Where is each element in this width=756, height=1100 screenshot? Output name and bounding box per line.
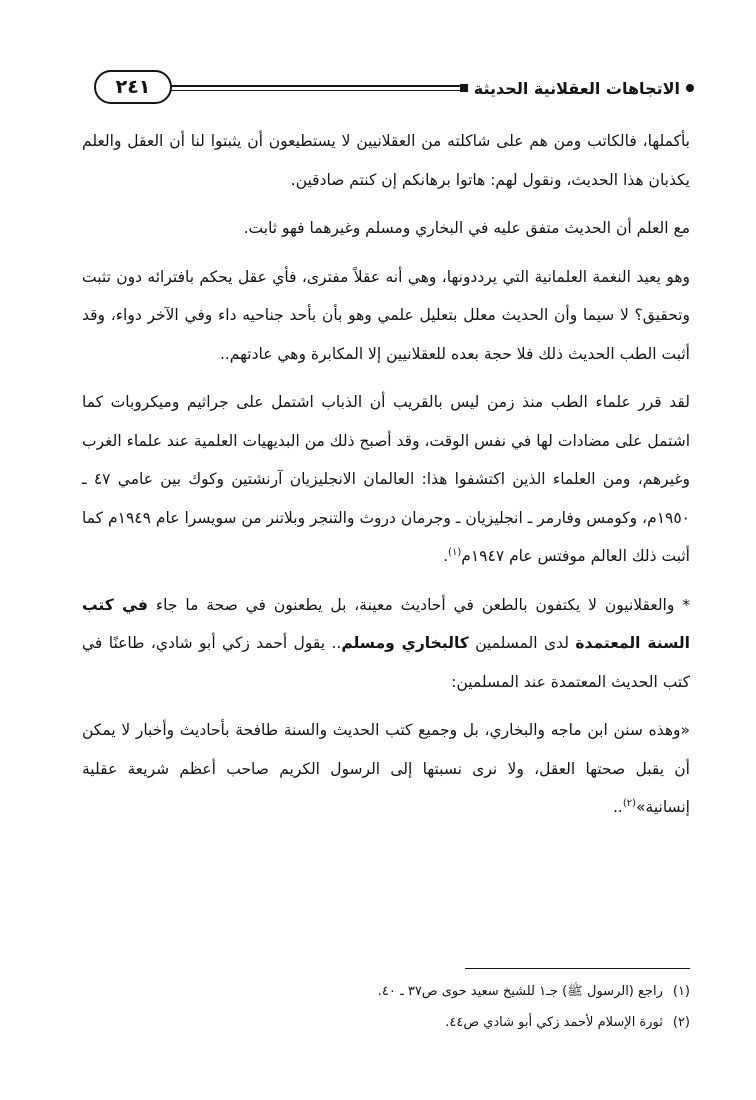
- paragraph-end: ..: [612, 798, 623, 816]
- emphasis-text: في كتب السنة المعتمدة: [82, 595, 690, 652]
- paragraph: [82, 383, 690, 576]
- running-header: [98, 70, 694, 106]
- paragraph: مع العلم أن الحديث متفق عليه في البخاري ومسلم وغيرهما فهو ثابت.: [243, 219, 690, 237]
- quote-text: «وهذه سنن ابن ماجه والبخاري، بل وجميع كتب الحديث والسنة طافحة بأحاديث وأخبار لا يمكن أن يقبل صحتها العقل، ولا نرى نسبتها إلى الرسول الكريم صاحب أعظم شريعة عقلية إنسانية»: [82, 721, 690, 816]
- paragraph: بأكملها، فالكاتب ومن هم على شاكلته من العقلانيين لا يستطيعون أن يثبتوا لنا أن العقل والعلم يكذبان هذا الحديث، ونقول لهم: هاتوا برهانكم إن كنتم صادقين.: [82, 132, 690, 189]
- page-number: ٢٤١: [94, 70, 172, 104]
- footnote-ref[interactable]: (١): [448, 546, 462, 558]
- footnote-text: ثورة الإسلام لأحمد زكي أبو شادي ص٤٤.: [445, 1015, 663, 1030]
- emphasis-text: كالبخاري ومسلم: [341, 634, 469, 652]
- footnote-text: راجع (الرسول ﷺ) جـ١ للشيخ سعيد حوى ص٣٧ ـ ٤٠.: [377, 984, 663, 999]
- paragraph: وهو يعيد النغمة العلمانية التي يرددونها، وهي أنه عقلاً مفترى، فأي عقل يحكم بافترائه دون تثبت وتحقيق؟ لا سيما وأن الحديث معلل بتعليل علمي وهو بأن بأحد جناحيه داء وفي الآخر دواء، وقد أثبت الطب الحديث ذلك فلا حجة بعده للعقلانيين إلا المكابرة وهي عادتهم..: [82, 267, 690, 363]
- paragraph-text: * والعقلانيون لا يكتفون بالطعن في أحاديث معينة، بل يطعنون في صحة ما جاء: [147, 595, 690, 614]
- footnote-item: [82, 976, 690, 1007]
- paragraph-text: لقد قرر علماء الطب منذ زمن ليس بالقريب أن الذباب اشتمل على جراثيم وميكروبات كما اشتمل على مضادات لها في نفس الوقت، وقد أصبح ذلك من البديهيات العلمية عند علماء الغرب وغيرهم، ومن العلماء الذين اكتشفوا هذا: العالمان الانجليزيان آرنشتين وكوك بين عامي ٤٧ ـ ١٩٥٠م، وكومس وفارمر ـ انجليزيان ـ وجرمان دروث والتنجر وبلاتنر من سويسرا عام ١٩٤٩م كما أثبت ذلك العالم موفتس عام ١٩٤٧م: [82, 393, 691, 565]
- footnote-number: (٢): [672, 1015, 690, 1030]
- paragraph-text: لدى المسلمين: [468, 634, 576, 652]
- square-ornament-icon: [460, 84, 468, 92]
- bullet-icon: [686, 84, 694, 92]
- paragraph-text: .. يقول أحمد زكي أبو شادي، طاعنًا في كتب الحديث المعتمدة عند المسلمين:: [82, 634, 690, 691]
- footnote-item: [82, 1007, 690, 1038]
- paragraph: [82, 586, 690, 702]
- footnote-ref[interactable]: (٢): [622, 797, 637, 809]
- footnote-separator: [465, 968, 690, 969]
- quote-paragraph: [82, 711, 690, 827]
- footnotes: [82, 976, 690, 1038]
- footnote-number: (١): [672, 984, 690, 999]
- header-title: الاتجاهات العقلانية الحديثة: [473, 78, 680, 98]
- paragraph-end: .: [443, 547, 449, 565]
- body-text: [82, 122, 690, 837]
